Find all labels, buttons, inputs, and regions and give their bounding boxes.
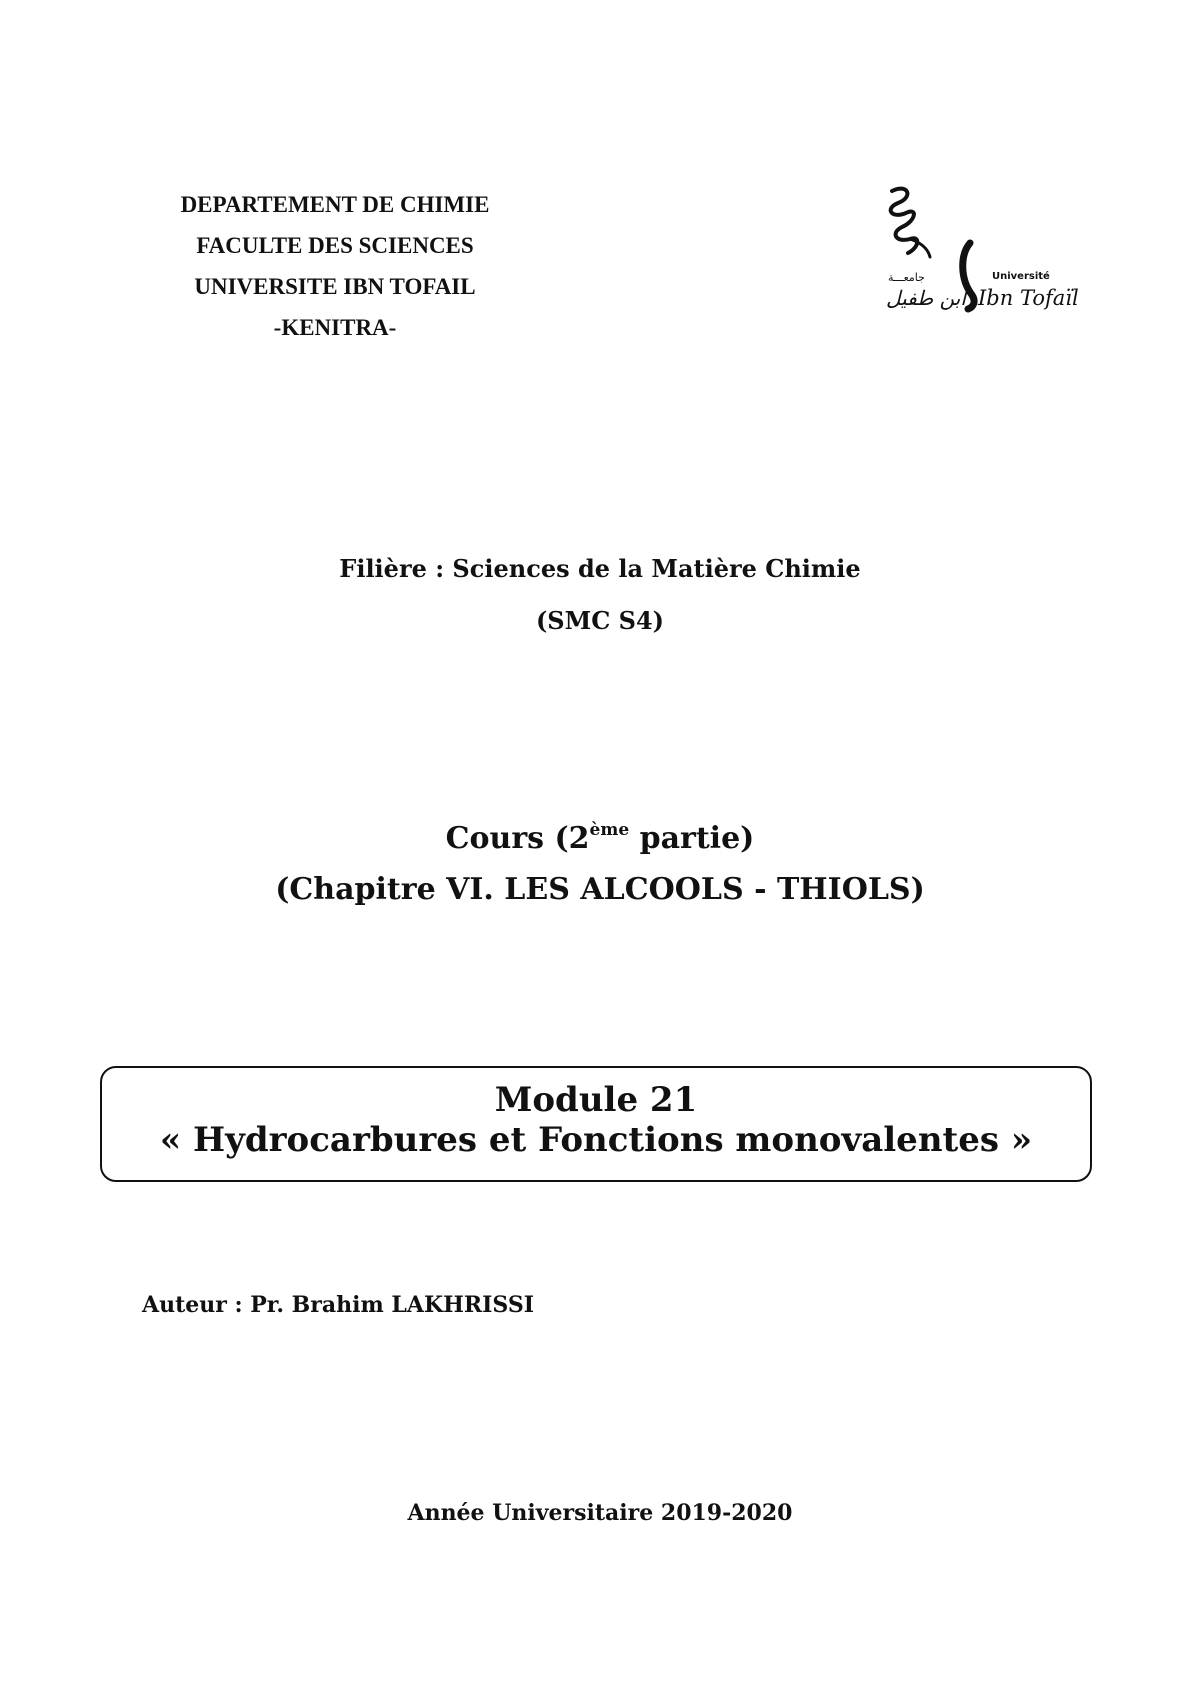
faculty-name: FACULTE DES SCIENCES (196, 233, 474, 258)
filiere-code: (SMC S4) (535, 606, 665, 635)
author-line: Auteur : Pr. Brahim LAKHRISSI (142, 1292, 535, 1318)
city-name: -KENITRA- (273, 315, 397, 340)
cours-suffix: partie) (629, 821, 755, 856)
cours-superscript: ème (589, 820, 630, 840)
logo-name: Ibn Tofaïl (978, 286, 1079, 310)
university-name: UNIVERSITE IBN TOFAIL (194, 274, 476, 299)
academic-year: Année Universitaire 2019-2020 (407, 1500, 793, 1526)
cours-prefix: Cours (2 (445, 821, 590, 856)
logo-universite-word: Université (992, 271, 1050, 282)
module-box (100, 1066, 1092, 1182)
logo-arabic-top: جامعـــة (888, 271, 925, 284)
module-title: Module 21 (494, 1080, 698, 1120)
chapter-title: (Chapitre VI. LES ALCOOLS - THIOLS) (275, 872, 925, 907)
institution-header (130, 184, 540, 348)
university-logo-icon (880, 183, 1079, 323)
filiere-line: Filière : Sciences de la Matière Chimie (339, 554, 861, 583)
logo-arabic-name: ابن طفيل (886, 286, 966, 310)
cours-title (0, 820, 1200, 856)
module-subtitle: « Hydrocarbures et Fonctions monovalentes » (159, 1120, 1033, 1160)
department-name: DEPARTEMENT DE CHIMIE (180, 192, 490, 217)
